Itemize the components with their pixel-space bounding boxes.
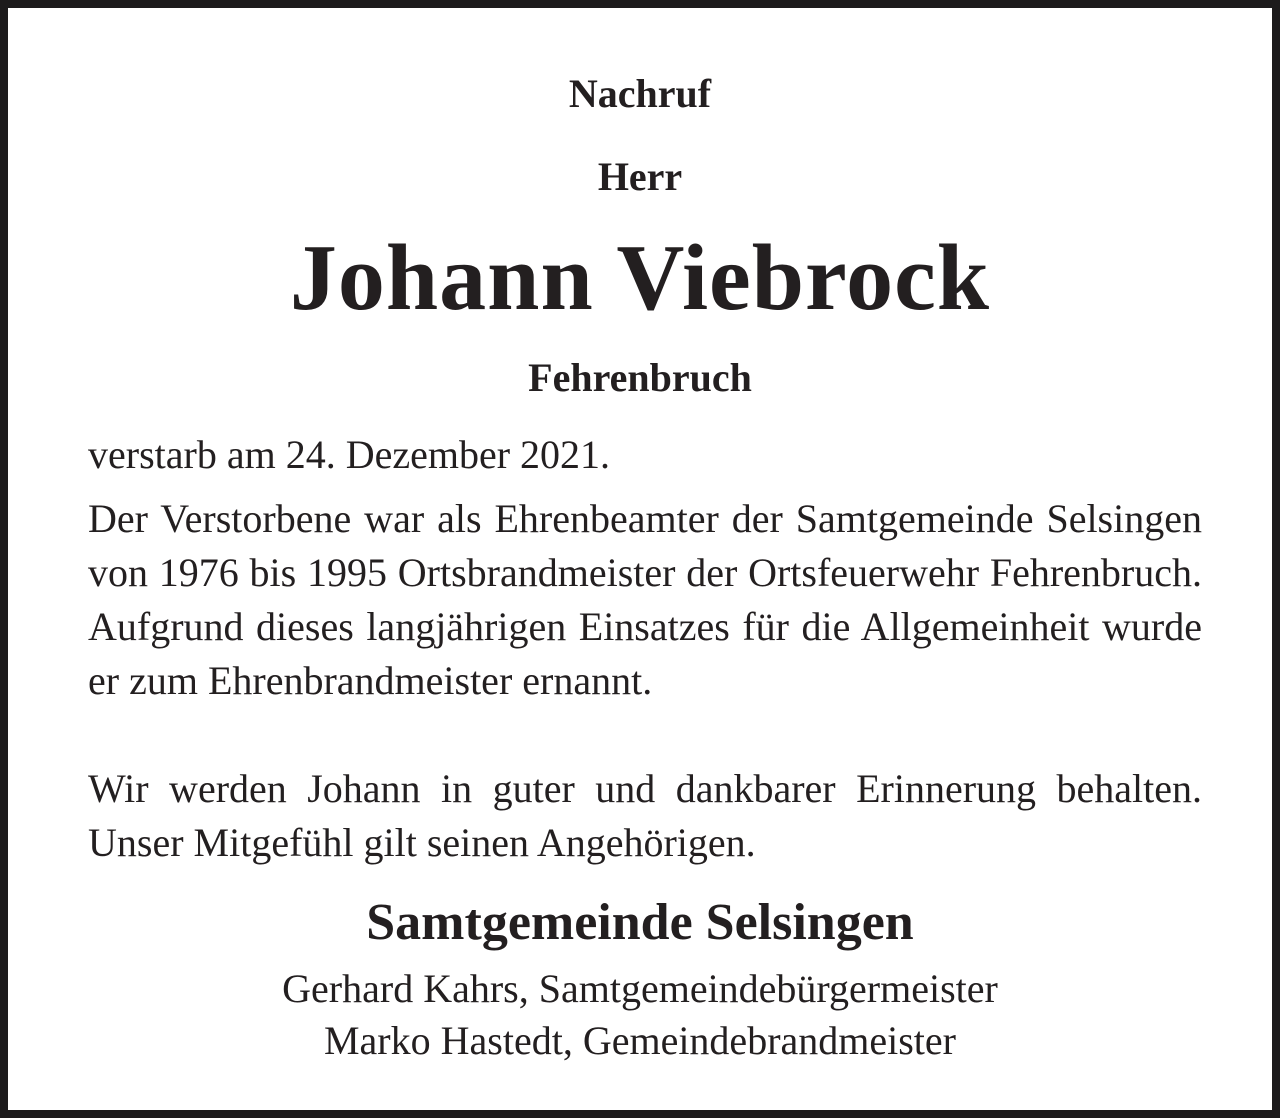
signatory-mayor: Gerhard Kahrs, Samtgemeindebürgermeister — [282, 966, 998, 1011]
memory-paragraph: Wir werden Johann in guter und dankbarer Erinnerung behalten. Unser Mitgefühl gilt seinen Angehörigen. — [88, 766, 1202, 865]
biography-paragraph: Der Verstorbene war als Ehrenbeamter der Samtgemeinde Selsingen von 1976 bis 1995 Ortsbrandmeister der Ortsfeuerwehr Fehrenbruch. Aufgrund dieses langjährigen Einsatzes für die Allgemeinheit wurde er zum Ehrenbrandmeister ernannt. — [88, 496, 1202, 703]
deceased-name: Johann Viebrock — [289, 226, 991, 330]
place-of-residence: Fehrenbruch — [528, 355, 752, 400]
date-of-death: verstarb am 24. Dezember 2021. — [88, 432, 611, 477]
salutation: Herr — [597, 154, 683, 199]
signing-organization: Samtgemeinde Selsingen — [366, 894, 914, 951]
notice-label: Nachruf — [568, 71, 712, 116]
signatory-fire-chief: Marko Hastedt, Gemeindebrandmeister — [323, 1018, 956, 1063]
